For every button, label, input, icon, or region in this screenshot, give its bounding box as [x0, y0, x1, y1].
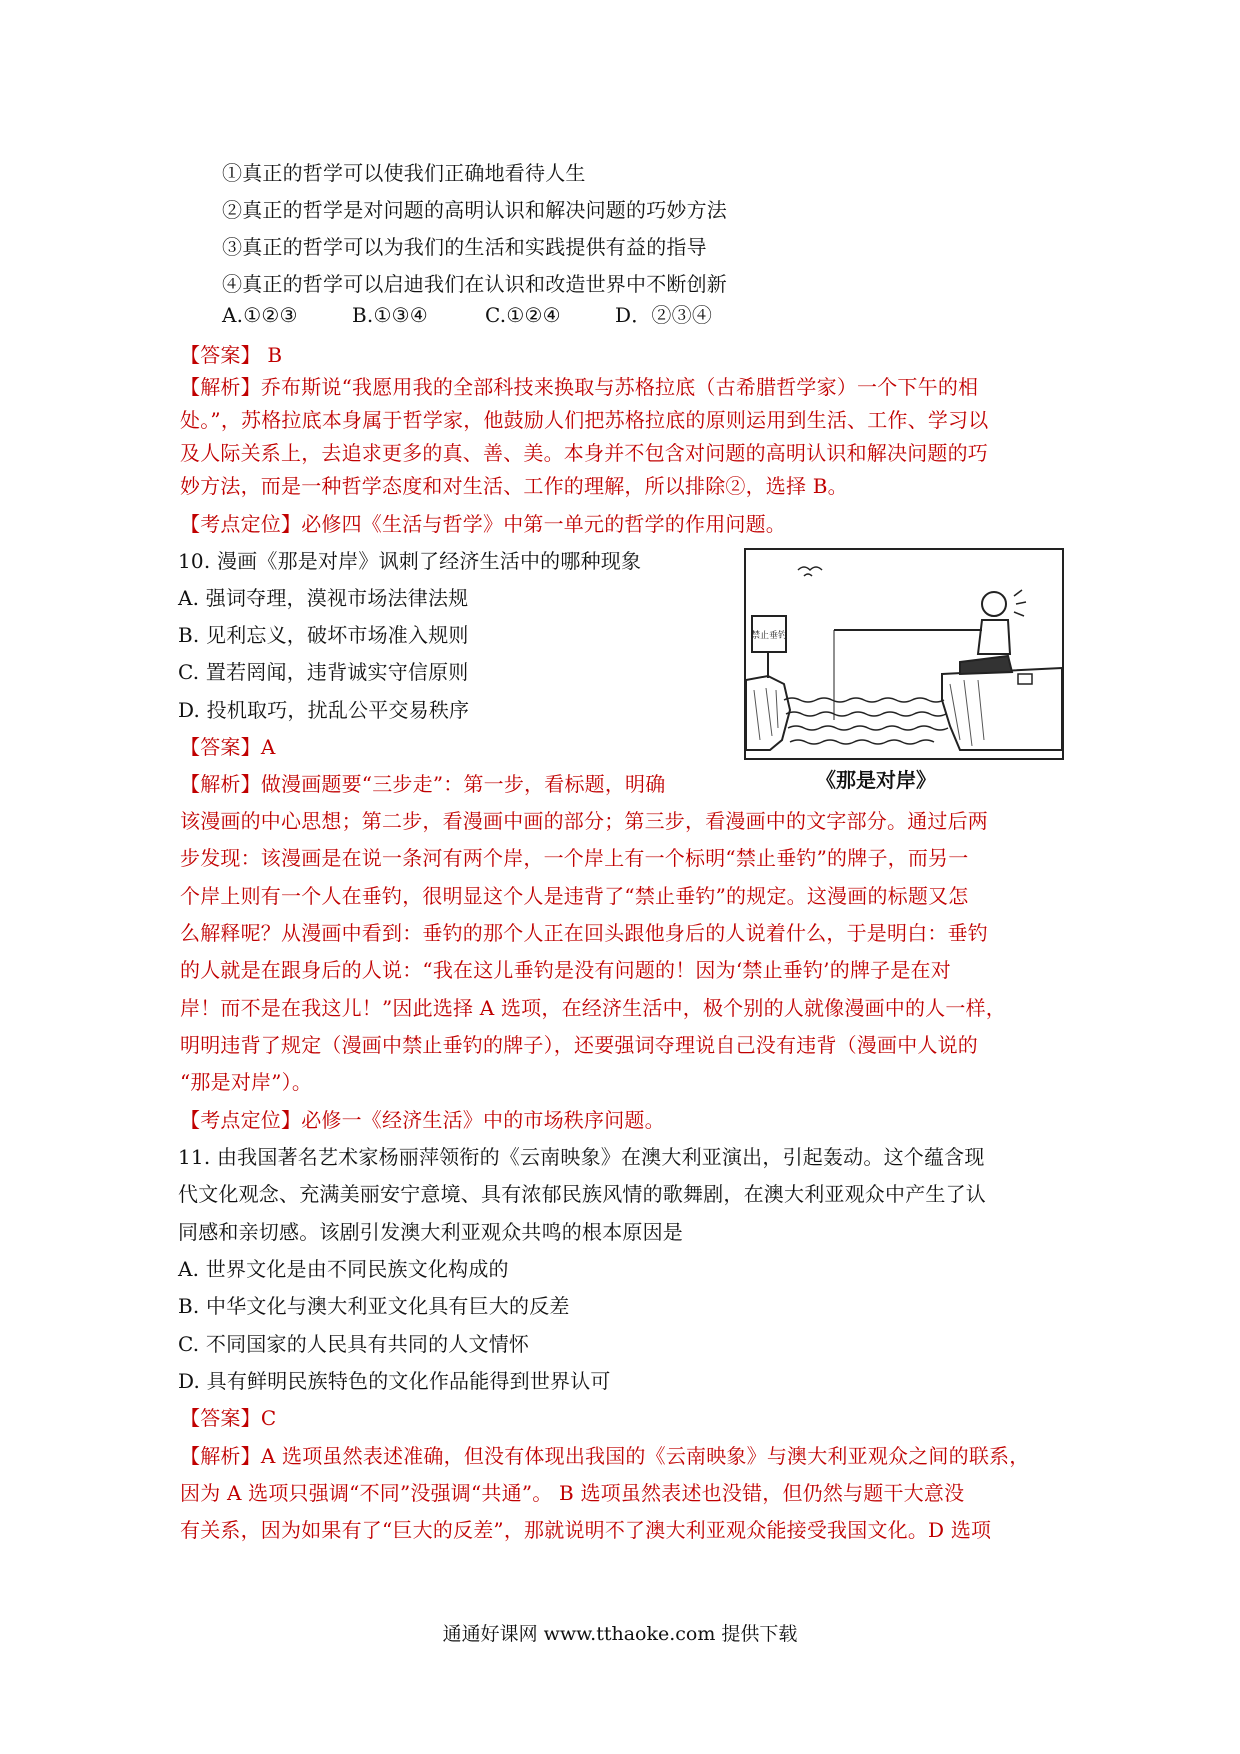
q10-option-a: A. 强词夺理，漠视市场法律法规 [178, 586, 469, 610]
q10-analysis-line-7: 岸！而不是在我这儿！”因此选择 A 选项，在经济生活中，极个别的人就像漫画中的人一样， [180, 996, 1006, 1020]
analysis-text: 乔布斯说“我愿用我的全部科技来换取与苏格拉底（古希腊哲学家）一个下午的相 [260, 375, 979, 399]
q11-stem-line-3: 同感和亲切感。该剧引发澳大利亚观众共鸣的根本原因是 [178, 1220, 683, 1244]
q11-option-d: D. 具有鲜明民族特色的文化作品能得到世界认可 [178, 1369, 611, 1393]
answer-value: A [260, 735, 276, 759]
analysis-label: 【解析】 [180, 772, 261, 796]
q10-option-d: D. 投机取巧，扰乱公平交易秩序 [178, 698, 470, 722]
bird-doodle [798, 567, 822, 576]
q10-point [180, 1106, 665, 1134]
q11-analysis-line-1 [180, 1442, 1029, 1470]
q9-point [180, 510, 786, 538]
q9-option-4: ④真正的哲学可以启迪我们在认识和改造世界中不断创新 [222, 272, 727, 296]
q11-option-b: B. 中华文化与澳大利亚文化具有巨大的反差 [178, 1294, 570, 1318]
q11-analysis-line-3: 有关系，因为如果有了“巨大的反差”，那就说明不了澳大利亚观众能接受我国文化。D 选项 [180, 1518, 992, 1542]
q10-analysis-line-5: 么解释呢？从漫画中看到：垂钓的那个人正在回头跟他身后的人说着什么，于是明白：垂钓 [180, 921, 988, 945]
analysis-text: A 选项虽然表述准确，但没有体现出我国的《云南映象》与澳大利亚观众之间的联系， [260, 1444, 1030, 1468]
q9-choice-c: C.①②④ [485, 303, 561, 327]
cartoon-image [744, 548, 1064, 760]
q9-analysis-line-2: 处。”，苏格拉底本身属于哲学家，他鼓励人们把苏格拉底的原则运用到生活、工作、学习以 [180, 408, 989, 432]
q9-analysis-line-3: 及人际关系上，去追求更多的真、善、美。本身并不包含对问题的高明认识和解决问题的巧 [180, 441, 988, 465]
analysis-text: 做漫画题要“三步走”：第一步，看标题，明确 [260, 772, 666, 796]
q9-answer [180, 341, 282, 369]
q10-analysis-line-3: 步发现：该漫画是在说一条河有两个岸，一个岸上有一个标明“禁止垂钓”的牌子，而另一 [180, 846, 969, 870]
q9-choice-d: D．②③④ [615, 303, 713, 327]
q11-analysis-line-2: 因为 A 选项只强调“不同”没强调“共通”。 B 选项虽然表述也没错，但仍然与题干大意没 [180, 1481, 965, 1505]
q10-analysis-line-6: 的人就是在跟身后的人说：“我在这儿垂钓是没有问题的！因为‘禁止垂钓’的牌子是在对 [180, 958, 951, 982]
cartoon-caption: 《那是对岸》 [816, 768, 936, 792]
q10-stem: 10. 漫画《那是对岸》讽刺了经济生活中的哪种现象 [178, 549, 642, 573]
answer-value: B [260, 343, 283, 367]
answer-label: 【答案】 [180, 1406, 261, 1430]
q11-stem-line-1: 11. 由我国著名艺术家杨丽萍领衔的《云南映象》在澳大利亚演出，引起轰动。这个蕴含现 [178, 1145, 985, 1169]
q11-option-a: A. 世界文化是由不同民族文化构成的 [178, 1257, 509, 1281]
q9-choice-b: B.①③④ [352, 303, 428, 327]
q10-option-c: C. 置若罔闻，违背诚实守信原则 [178, 660, 469, 684]
point-text: 必修四《生活与哲学》中第一单元的哲学的作用问题。 [301, 512, 787, 536]
q10-analysis-line-4: 个岸上则有一个人在垂钓，很明显这个人是违背了“禁止垂钓”的规定。这漫画的标题又怎 [180, 884, 969, 908]
point-label: 【考点定位】 [180, 1108, 302, 1132]
q10-answer [180, 733, 275, 761]
q9-option-3: ③真正的哲学可以为我们的生活和实践提供有益的指导 [222, 235, 707, 259]
q9-analysis-line-4: 妙方法，而是一种哲学态度和对生活、工作的理解，所以排除②，选择 B。 [180, 474, 848, 498]
point-label: 【考点定位】 [180, 512, 302, 536]
answer-label: 【答案】 [180, 735, 261, 759]
q9-option-1: ①真正的哲学可以使我们正确地看待人生 [222, 161, 586, 185]
q11-answer [180, 1404, 276, 1432]
cartoon-drawing [746, 550, 1062, 758]
analysis-label: 【解析】 [180, 375, 261, 399]
left-cliff [746, 676, 790, 750]
q11-option-c: C. 不同国家的人民具有共同的人文情怀 [178, 1332, 530, 1356]
q10-analysis-line-2: 该漫画的中心思想；第二步，看漫画中画的部分；第三步，看漫画中的文字部分。通过后两 [180, 809, 988, 833]
fisherman [952, 592, 1012, 674]
q9-analysis-line-1 [180, 373, 978, 401]
answer-value: C [260, 1406, 277, 1430]
analysis-label: 【解析】 [180, 1444, 261, 1468]
point-text: 必修一《经济生活》中的市场秩序问题。 [301, 1108, 665, 1132]
q10-analysis-line-8: 明明违背了规定（漫画中禁止垂钓的牌子），还要强词夺理说自己没有违背（漫画中人说的 [180, 1033, 978, 1057]
q10-option-b: B. 见利忘义，破坏市场准入规则 [178, 623, 469, 647]
page-footer: 通通好课网 www.tthaoke.com 提供下载 [442, 1623, 798, 1645]
water-waves [784, 698, 948, 744]
q9-option-2: ②真正的哲学是对问题的高明认识和解决问题的巧妙方法 [222, 198, 727, 222]
q10-analysis-line-1 [180, 770, 665, 798]
q10-analysis-line-9: “那是对岸”）。 [180, 1070, 313, 1094]
q11-stem-line-2: 代文化观念、充满美丽安宁意境、具有浓郁民族风情的歌舞剧，在澳大利亚观众中产生了认 [178, 1182, 986, 1206]
sign-text: 禁止垂钓 [750, 631, 788, 641]
answer-label: 【答案】 [180, 343, 261, 367]
q9-choice-a: A.①②③ [222, 303, 298, 327]
